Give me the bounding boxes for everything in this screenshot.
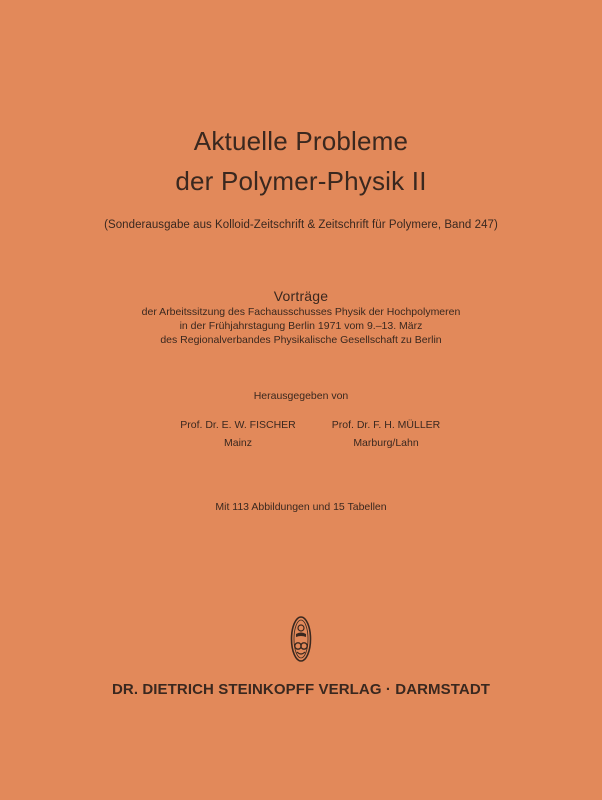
lectures-description-line: des Regionalverbandes Physikalische Gesellschaft zu Berlin: [160, 334, 442, 346]
editor-place: Mainz: [223, 437, 252, 449]
subtitle: (Sonderausgabe aus Kolloid-Zeitschrift & Zeitschrift für Polymere, Band 247): [104, 219, 498, 231]
editors-label: Herausgegeben von: [253, 390, 349, 402]
lectures-heading: Vorträge: [273, 288, 329, 304]
lectures-description-line: in der Frühjahrstagung Berlin 1971 vom 9.–13. März: [179, 320, 423, 332]
publisher-line: DR. DIETRICH STEINKOPFF VERLAG · DARMSTADT: [111, 681, 491, 698]
figures-note: Mit 113 Abbildungen und 15 Tabellen: [215, 501, 387, 513]
editor-place: Marburg/Lahn: [353, 437, 419, 449]
editor-name: Prof. Dr. F. H. MÜLLER: [331, 419, 441, 431]
publisher-emblem-icon: [285, 614, 317, 664]
editor-name: Prof. Dr. E. W. FISCHER: [180, 419, 296, 431]
title-line-1: Aktuelle Probleme: [193, 126, 409, 156]
title-line-2: der Polymer-Physik II: [175, 166, 427, 196]
lectures-description-line: der Arbeitssitzung des Fachausschusses Physik der Hochpolymeren: [141, 306, 461, 318]
